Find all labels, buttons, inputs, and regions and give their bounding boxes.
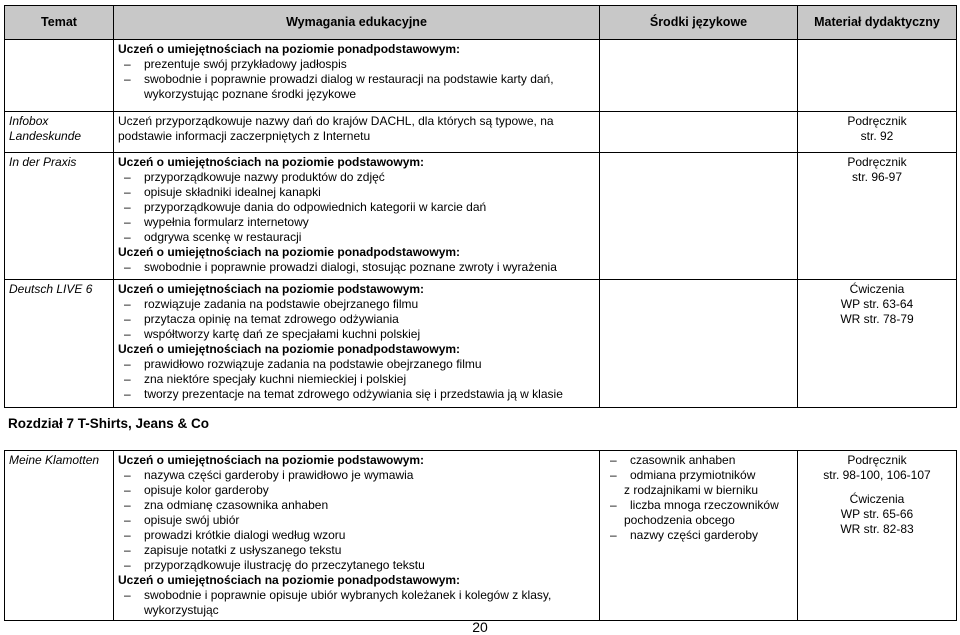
materials-cell xyxy=(798,280,957,408)
header-language: Środki językowe xyxy=(600,6,798,40)
table-row xyxy=(5,451,957,621)
material-item: Ćwiczenia xyxy=(849,492,905,506)
header-materials: Materiał dydaktyczny xyxy=(798,6,957,40)
level-heading: Uczeń o umiejętnościach na poziomie ponadpodstawowym: xyxy=(118,573,461,587)
requirement-item: – wypełnia formularz internetowy xyxy=(118,215,595,230)
header-requirements: Wymagania edukacyjne xyxy=(114,6,600,40)
material-item: WR str. 78-79 xyxy=(840,312,914,326)
requirement-item: – przyporządkowuje ilustrację do przeczytanego tekstu xyxy=(118,558,595,573)
requirement-item: – prezentuje swój przykładowy jadłospis xyxy=(118,57,595,72)
language-cell xyxy=(600,153,798,280)
requirement-item: – opisuje składniki idealnej kanapki xyxy=(118,185,595,200)
requirement-item: – opisuje kolor garderoby xyxy=(118,483,595,498)
page-number: 20 xyxy=(472,619,488,635)
requirement-item: – współtworzy kartę dań ze specjałami kuchni polskiej xyxy=(118,327,595,342)
requirement-item: – odgrywa scenkę w restauracji xyxy=(118,230,595,245)
requirement-item: Uczeń przyporządkowuje nazwy dań do krajów DACHL, dla których są typowe, na podstawie informacji zaczerpniętych z Internetu xyxy=(118,114,554,143)
language-item: – nazwy części garderoby xyxy=(604,528,793,543)
requirement-item: – swobodnie i poprawnie prowadzi dialog w restauracji na podstawie karty dań, wykorzystując poznane środki językowe xyxy=(118,72,595,102)
material-item: WR str. 82-83 xyxy=(840,522,914,536)
requirement-item: – przyporządkowuje nazwy produktów do zdjęć xyxy=(118,170,595,185)
language-item: pochodzenia obcego xyxy=(624,513,735,527)
table-header-row xyxy=(5,6,957,40)
materials-cell xyxy=(798,112,957,153)
topic-cell: Infobox Landeskunde xyxy=(5,112,114,153)
materials-cell xyxy=(798,153,957,280)
requirement-item: – zna niektóre specjały kuchni niemieckiej i polskiej xyxy=(118,372,595,387)
level-heading: Uczeń o umiejętnościach na poziomie ponadpodstawowym: xyxy=(118,42,461,56)
requirement-item: – zapisuje notatki z usłyszanego tekstu xyxy=(118,543,595,558)
requirements-cell xyxy=(114,112,600,153)
topic-cell: Meine Klamotten xyxy=(5,451,114,621)
requirement-item: – przyporządkowuje dania do odpowiednich kategorii w karcie dań xyxy=(118,200,595,215)
table-row xyxy=(5,280,957,408)
requirement-item: – nazywa części garderoby i prawidłowo je wymawia xyxy=(118,468,595,483)
language-cell xyxy=(600,451,798,621)
chapter-heading: Rozdział 7 T-Shirts, Jeans & Co xyxy=(8,416,210,431)
level-heading: Uczeń o umiejętnościach na poziomie podstawowym: xyxy=(118,282,425,296)
material-item: WP str. 63-64 xyxy=(840,297,914,311)
requirement-item: – swobodnie i poprawnie opisuje ubiór wybranych koleżanek i kolegów z klasy, wykorzystując xyxy=(118,588,595,618)
material-item: Podręcznik xyxy=(847,453,907,467)
topic-cell: In der Praxis xyxy=(5,153,114,280)
language-cell xyxy=(600,280,798,408)
topic-cell xyxy=(5,40,114,112)
requirement-item: – swobodnie i poprawnie prowadzi dialogi, stosując poznane zwroty i wyrażenia xyxy=(118,260,595,275)
material-item: Podręcznik xyxy=(847,114,907,128)
level-heading: Uczeń o umiejętnościach na poziomie ponadpodstawowym: xyxy=(118,245,461,259)
material-item: WP str. 65-66 xyxy=(840,507,914,521)
curriculum-table xyxy=(4,5,957,408)
language-item: z rodzajnikami w bierniku xyxy=(624,483,759,497)
table-row xyxy=(5,40,957,112)
level-heading: Uczeń o umiejętnościach na poziomie podstawowym: xyxy=(118,453,425,467)
material-item: str. 96-97 xyxy=(851,170,903,184)
materials-cell xyxy=(798,451,957,621)
language-item: – liczba mnoga rzeczowników xyxy=(604,498,793,513)
material-item xyxy=(802,483,952,492)
material-item: str. 92 xyxy=(860,129,894,143)
material-item: Podręcznik xyxy=(847,155,907,169)
requirement-item: – opisuje swój ubiór xyxy=(118,513,595,528)
level-heading: Uczeń o umiejętnościach na poziomie podstawowym: xyxy=(118,155,425,169)
requirements-cell xyxy=(114,153,600,280)
header-topic: Temat xyxy=(5,6,114,40)
topic-cell: Deutsch LIVE 6 xyxy=(5,280,114,408)
requirements-cell xyxy=(114,40,600,112)
requirement-item: – prawidłowo rozwiązuje zadania na podstawie obejrzanego filmu xyxy=(118,357,595,372)
table-row xyxy=(5,153,957,280)
requirement-item: – prowadzi krótkie dialogi według wzoru xyxy=(118,528,595,543)
language-cell xyxy=(600,40,798,112)
requirement-item: – tworzy prezentacje na temat zdrowego odżywiania się i przedstawia ją w klasie xyxy=(118,387,595,402)
requirements-cell xyxy=(114,451,600,621)
material-item: Ćwiczenia xyxy=(849,282,905,296)
requirement-item: – zna odmianę czasownika anhaben xyxy=(118,498,595,513)
material-item: str. 98-100, 106-107 xyxy=(823,468,931,482)
language-cell xyxy=(600,112,798,153)
requirement-item: – przytacza opinię na temat zdrowego odżywiania xyxy=(118,312,595,327)
requirements-cell xyxy=(114,280,600,408)
language-item: – odmiana przymiotników xyxy=(604,468,793,483)
requirement-item: – rozwiązuje zadania na podstawie obejrzanego filmu xyxy=(118,297,595,312)
materials-cell xyxy=(798,40,957,112)
language-item: – czasownik anhaben xyxy=(604,453,793,468)
curriculum-table-chapter-7 xyxy=(4,450,957,621)
level-heading: Uczeń o umiejętnościach na poziomie ponadpodstawowym: xyxy=(118,342,461,356)
table-row xyxy=(5,112,957,153)
